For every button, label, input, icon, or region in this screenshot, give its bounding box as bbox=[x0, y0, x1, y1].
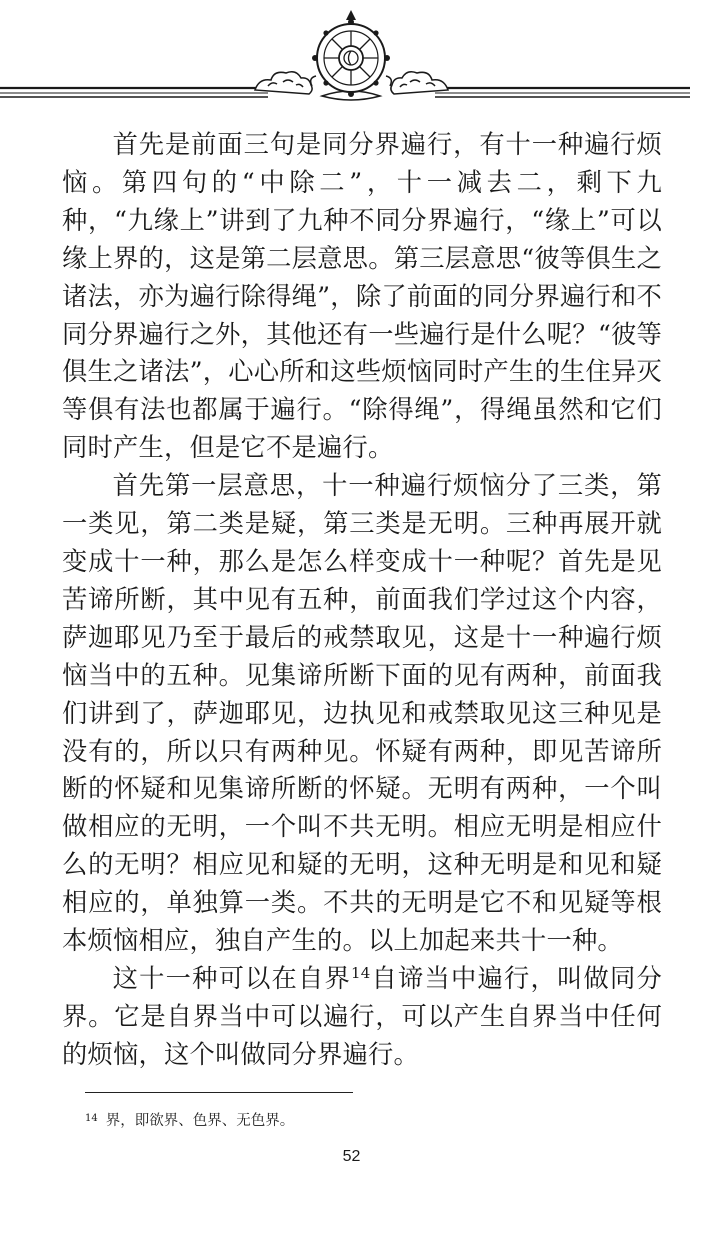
paragraph-text-after-note: 自谛当中遍行，叫做同分界。它是自界当中可以遍行，可以产生自界当中任何的烦恼，这个叫做同分界遍行。 bbox=[62, 963, 662, 1069]
cloud-ornament-left-icon bbox=[255, 72, 312, 94]
page-header bbox=[0, 0, 703, 112]
page-number: 52 bbox=[342, 1148, 361, 1165]
footnote bbox=[85, 1108, 294, 1132]
footnote-divider bbox=[85, 1092, 353, 1093]
paragraph bbox=[62, 960, 662, 1074]
footnote-number: 14 bbox=[85, 1113, 98, 1124]
paragraph: 首先第一层意思，十一种遍行烦恼分了三类，第一类见，第二类是疑，第三类是无明。三种再展开就变成十一种，那么是怎么样变成十一种呢？首先是见苦谛所断，其中见有五种，前面我们学过这个内容，萨迦耶见乃至于最后的戒禁取见，这是十一种遍行烦恼当中的五种。见集谛所断下面的见有两种，前面我们讲到了，萨迦耶见，边执见和戒禁取见这三种见是没有的，所以只有两种见。怀疑有两种，即见苦谛所断的怀疑和见集谛所断的怀疑。无明有两种，一个叫做相应的无明，一个叫不共无明。相应无明是相应什么的无明？相应见和疑的无明，这种无明是和见和疑相应的，单独算一类。不共的无明是它不和见疑等根本烦恼相应，独自产生的。以上加起来共十一种。 bbox=[62, 471, 662, 956]
footnote-text: 界，即欲界、色界、无色界。 bbox=[105, 1113, 295, 1129]
main-text bbox=[62, 126, 662, 1074]
header-ornament bbox=[0, 0, 703, 112]
paragraph: 首先是前面三句是同分界遍行，有十一种遍行烦恼。第四句的“中除二”，十一减去二，剩下九种，“九缘上”讲到了九种不同分界遍行，“缘上”可以缘上界的，这是第二层意思。第三层意思“彼等俱生之诸法，亦为遍行除得绳”，除了前面的同分界遍行和不同分界遍行之外，其他还有一些遍行是什么呢？“彼等俱生之诸法”，心心所和这些烦恼同时产生的生住异灭等俱有法也都属于遍行。“除得绳”，得绳虽然和它们同时产生，但是它不是遍行。 bbox=[62, 130, 662, 463]
footnote-reference[interactable]: 14 bbox=[351, 963, 371, 982]
paragraph-text-before-note: 这十一种可以在自界 bbox=[112, 963, 352, 993]
cloud-ornament-right-icon bbox=[391, 72, 448, 94]
dharma-wheel-icon bbox=[311, 10, 392, 100]
